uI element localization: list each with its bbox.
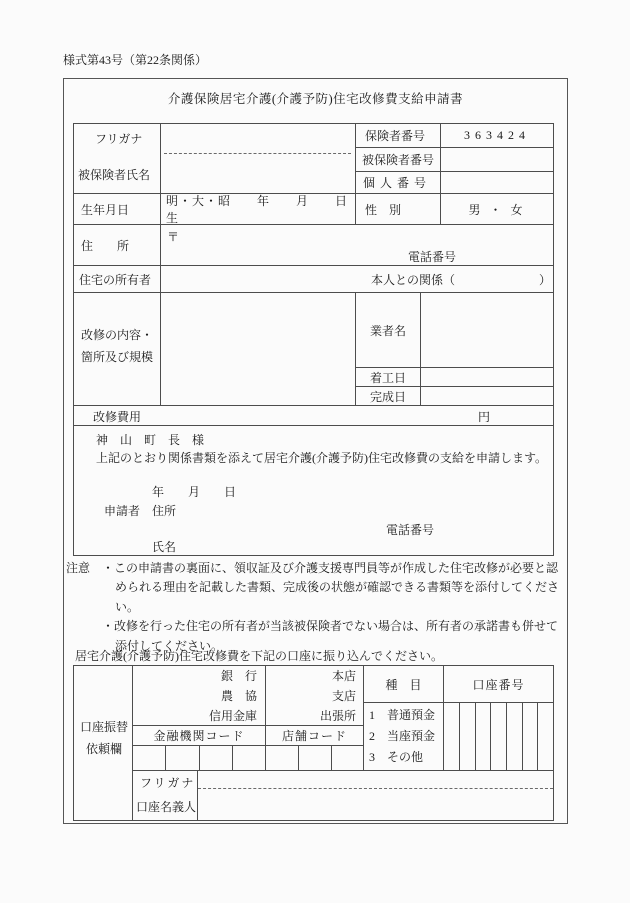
holder-name-label: 口座名義人 [136,800,197,814]
account-number-digit-cell [506,702,523,771]
insured-number-label: 被保険者番号 [355,147,441,172]
account-number-digit-cell [537,702,554,771]
address-value-cell [160,224,554,266]
account-request-label-cell [73,665,133,821]
insurer-number-label: 保険者番号 [355,123,441,148]
address-label: 住 所 [73,224,161,266]
start-date-label: 着工日 [355,367,421,387]
form-title: 介護保険居宅介護(介護予防)住宅改修費支給申請書 [167,92,464,106]
account-number-digit-cell [459,702,476,771]
branch-code-digit-cell [331,745,364,771]
account-type-header: 種 目 [363,665,444,703]
institution-type-coop: 農 協 [220,688,257,703]
holder-label-cell [132,770,198,821]
insured-number-value-cell [440,147,554,172]
dotted-divider [164,153,351,154]
declaration-applicant-label: 申請者 [104,504,141,518]
declaration-box [73,425,554,556]
note-item: ・改修を行った住宅の所有者が当該被保険者でない場合は、所有者の承諾書も併せて添付してください。 [102,619,559,653]
postal-mark: 〒 [167,230,180,244]
name-label-cell [73,123,161,194]
branch-code-digit-cell [298,745,332,771]
transfer-instruction: 居宅介護(介護予防)住宅改修費を下記の口座に振り込んでください。 [75,649,443,663]
notes-label: 注意 [66,561,91,575]
owner-label: 住宅の所有者 [73,265,161,293]
institution-code-digit-cell [199,745,233,771]
holder-furigana-label: フリガナ [140,776,196,790]
owner-relation-cell: 本人との関係（ ） [160,265,554,293]
insured-name-label: 被保険者氏名 [78,168,151,182]
account-number-digit-cell [522,702,538,771]
personal-number-label: 個 人 番 号 [355,171,441,194]
account-number-digit-cell [475,702,491,771]
dotted-divider [198,788,553,789]
form-number: 様式第43号（第22条関係） [63,53,208,67]
account-number-digit-cell [490,702,507,771]
declaration-date-line: 年 月 日 [152,485,237,499]
institution-type-bank: 銀 行 [220,668,257,683]
renovation-label-line2: 箇所及び規模 [81,350,154,364]
branch-type-head-office: 本店 [331,668,356,683]
declaration-name-label: 氏名 [152,540,177,554]
institution-code-digit-cell [165,745,200,771]
birth-date-label: 生年月日 [73,193,161,225]
birth-date-value: 明・大・昭 年 月 日生 [160,193,356,225]
declaration-phone-label: 電話番号 [386,523,435,537]
account-type-ordinary: 1 普通預金 [369,708,436,722]
account-type-current: 2 当座預金 [369,729,436,743]
contractor-value-cell [420,292,554,368]
furigana-label: フリガナ [95,132,143,146]
renovation-content-cell [160,292,356,406]
branch-type-sub-branch: 出張所 [319,708,356,723]
renovation-label-line1: 改修の内容・ [81,328,154,342]
complete-date-label: 完成日 [355,386,421,406]
institution-type-shinkin: 信用金庫 [208,708,257,723]
personal-number-value-cell [440,171,554,194]
branch-type-cell [265,665,364,726]
insured-name-value-cell [160,123,356,194]
institution-code-digit-cell [232,745,266,771]
account-request-label-line1: 口座振替 [80,720,129,734]
account-request-label-line2: 依頼欄 [86,742,123,756]
notes-list [102,559,564,656]
renovation-label-cell [73,292,161,406]
declaration-address-label: 住所 [152,504,177,518]
institution-type-cell [132,665,266,726]
note-item: ・この申請書の裏面に、領収証及び介護支援専門員等が作成した住宅改修が必要と認められる理由を記載した書類、完成後の状態が確認できる書類等を添付してください。 [102,561,560,614]
account-type-other: 3 その他 [369,750,424,764]
account-type-options-cell [363,702,444,771]
branch-type-branch: 支店 [331,688,356,703]
institution-code-digit-cell [132,745,166,771]
branch-code-header: 店舗コード [265,725,364,746]
start-date-value-cell [420,367,554,387]
insurer-number-value: 363424 [440,123,554,148]
cost-row-cell [73,405,554,426]
complete-date-value-cell [420,386,554,406]
sex-label: 性 別 [355,193,441,225]
contractor-label: 業者名 [355,292,421,368]
cost-label: 改修費用 [93,410,142,424]
declaration-addressee: 神 山 町 長 様 [96,433,205,447]
institution-code-header: 金融機関コード [132,725,266,746]
account-number-digit-cell [443,702,460,771]
address-phone-label: 電話番号 [408,250,457,264]
account-number-header: 口座番号 [443,665,554,703]
branch-code-digit-cell [265,745,299,771]
declaration-body: 上記のとおり関係書類を添えて居宅介護(介護予防)住宅改修費の支給を申請します。 [96,451,548,465]
holder-value-cell [197,770,554,821]
sex-value: 男 ・ 女 [440,193,554,225]
cost-unit: 円 [478,410,491,424]
